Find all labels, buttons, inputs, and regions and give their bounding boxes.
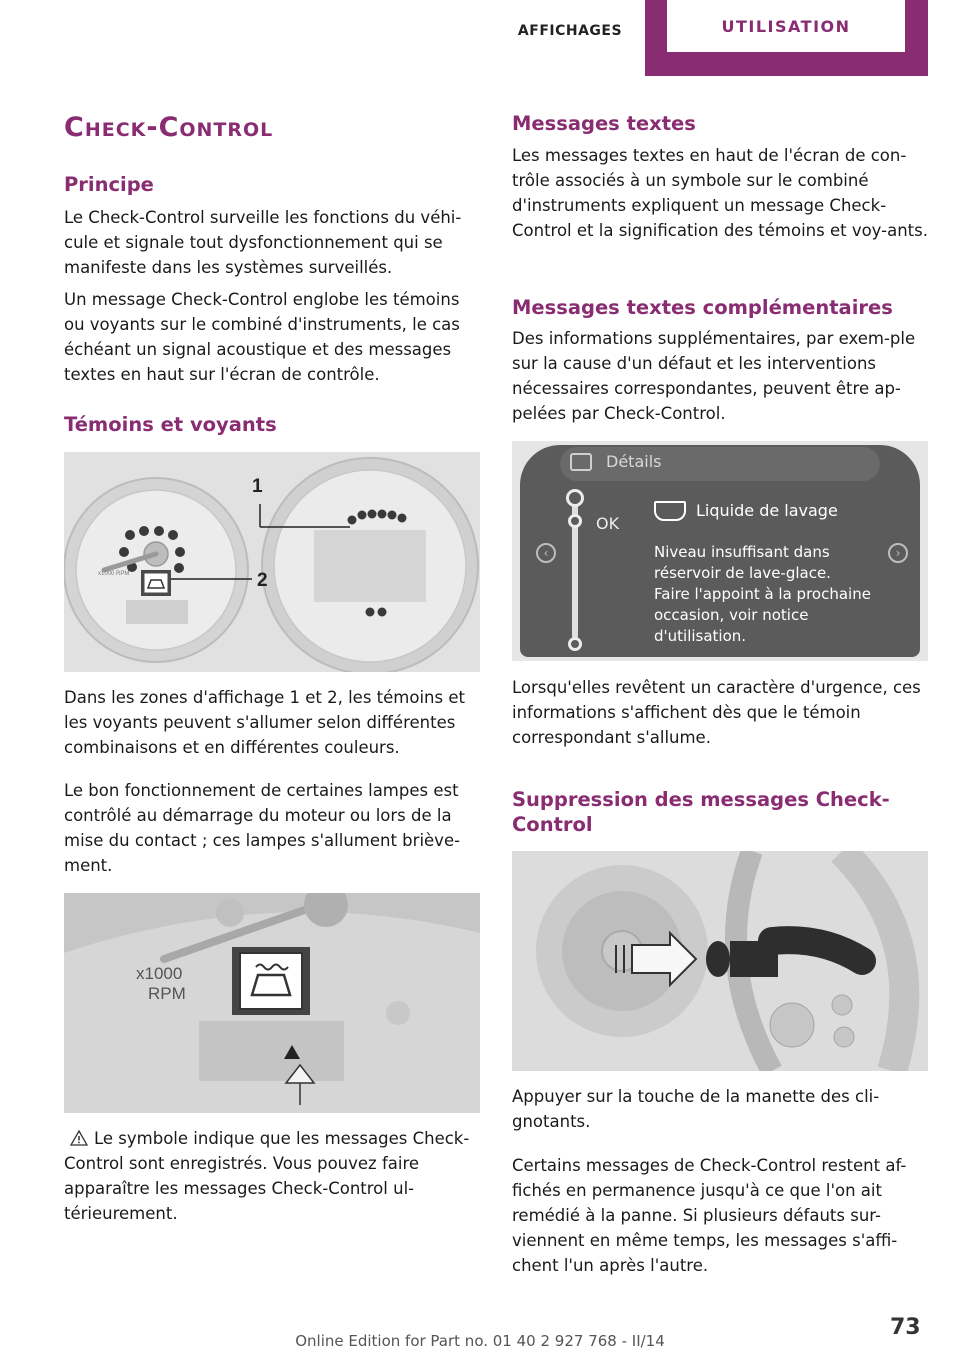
- message-body: [654, 542, 871, 647]
- heading-suppression: Suppression des messages Check-Control: [512, 788, 890, 836]
- paragraph-appuyer: Appuyer sur la touche de la manette des cli-gnotants.: [512, 1087, 880, 1131]
- chevron-right-icon[interactable]: ›: [888, 543, 908, 563]
- heading-principe: Principe: [64, 173, 154, 196]
- heading-temoins: Témoins et voyants: [64, 413, 277, 436]
- paragraph-certains: Certains messages de Check-Control restent af-fichés en permanence jusqu'à ce que l'on ait remédié à la panne. Si plusieurs défauts sur-viennent en même temps, les messages s'affi-chent l'un après l'autre.: [512, 1156, 907, 1275]
- paragraph-urgence: Lorsqu'elles revêtent un caractère d'urgence, ces informations s'affichent dès que le témoin correspondant s'allume.: [512, 678, 921, 747]
- rpm-unit-top: x1000: [136, 964, 183, 983]
- edition-footer: Online Edition for Part no. 01 40 2 927 768 - II/14: [295, 1332, 665, 1350]
- ok-selector-dot: [568, 514, 582, 528]
- heading-messages-complementaires: Messages textes complémentaires: [512, 296, 893, 319]
- tab-utilisation: UTILISATION: [667, 0, 905, 52]
- paragraph-messages-textes: Les messages textes en haut de l'écran de con-trôle associés à un symbole sur le combiné d'instruments expliquent un message Check-Control et la signification des témoins et voy-ants.: [512, 146, 928, 240]
- paragraph-principe-2: Un message Check-Control englobe les témoins ou voyants sur le combiné d'instruments, le cas échéant un signal acoustique et des messages textes en haut sur l'écran de contrôle.: [64, 290, 460, 384]
- paragraph-zones: Dans les zones d'affichage 1 et 2, les témoins et les voyants peuvent s'allumer selon différentes combinaisons et en différentes couleurs.: [64, 688, 465, 757]
- gauge-unit-small: x1000 RPM: [98, 571, 130, 577]
- control-display-figure: [512, 441, 928, 661]
- scroll-track[interactable]: [572, 489, 578, 639]
- rpm-unit-bottom: RPM: [148, 984, 186, 1003]
- turn-signal-stalk-figure: [512, 851, 928, 1071]
- instrument-cluster-figure: [64, 452, 480, 672]
- warning-symbol-figure: [64, 893, 480, 1113]
- washer-fluid-icon: [654, 501, 686, 521]
- message-line-1: Niveau insuffisant dans: [654, 543, 830, 561]
- message-line-5: d'utilisation.: [654, 627, 747, 645]
- callout-2: 2: [257, 570, 268, 591]
- details-header-label: Détails: [606, 452, 662, 471]
- scroll-knob-top: [566, 489, 584, 507]
- warning-triangle-icon: [70, 1130, 88, 1146]
- page-title: Check-Control: [64, 112, 274, 143]
- message-line-2: réservoir de lave-glace.: [654, 564, 831, 582]
- message-line-3: Faire l'appoint à la prochaine: [654, 585, 871, 603]
- scroll-knob-bottom: [568, 637, 582, 651]
- tab-affichages: AFFICHAGES: [517, 23, 623, 39]
- ok-button[interactable]: OK: [596, 514, 620, 533]
- chevron-left-icon[interactable]: ‹: [536, 543, 556, 563]
- paragraph-lampes: Le bon fonctionnement de certaines lampes est contrôlé au démarrage du moteur ou lors de la mise du contact ; ces lampes s'allument briève-ment.: [64, 781, 461, 875]
- page-number: 73: [890, 1315, 921, 1340]
- car-icon: [570, 453, 592, 471]
- paragraph-messages-complementaires: Des informations supplémentaires, par exem-ple sur la cause d'un défaut et les interventions nécessaires correspondantes, peuvent être ap-pelées par Check-Control.: [512, 329, 916, 423]
- paragraph-symbole: Le symbole indique que les messages Check-Control sont enregistrés. Vous pouvez faire apparaître les messages Check-Control ul-térieurement.: [64, 1129, 470, 1223]
- message-title: Liquide de lavage: [696, 501, 838, 520]
- message-line-4: occasion, voir notice: [654, 606, 809, 624]
- callout-1: 1: [252, 476, 263, 497]
- heading-messages-textes: Messages textes: [512, 112, 696, 135]
- paragraph-principe-1: Le Check-Control surveille les fonctions du véhi-cule et signale tout dysfonctionnement qui se manifeste dans les systèmes surveillés.: [64, 208, 462, 277]
